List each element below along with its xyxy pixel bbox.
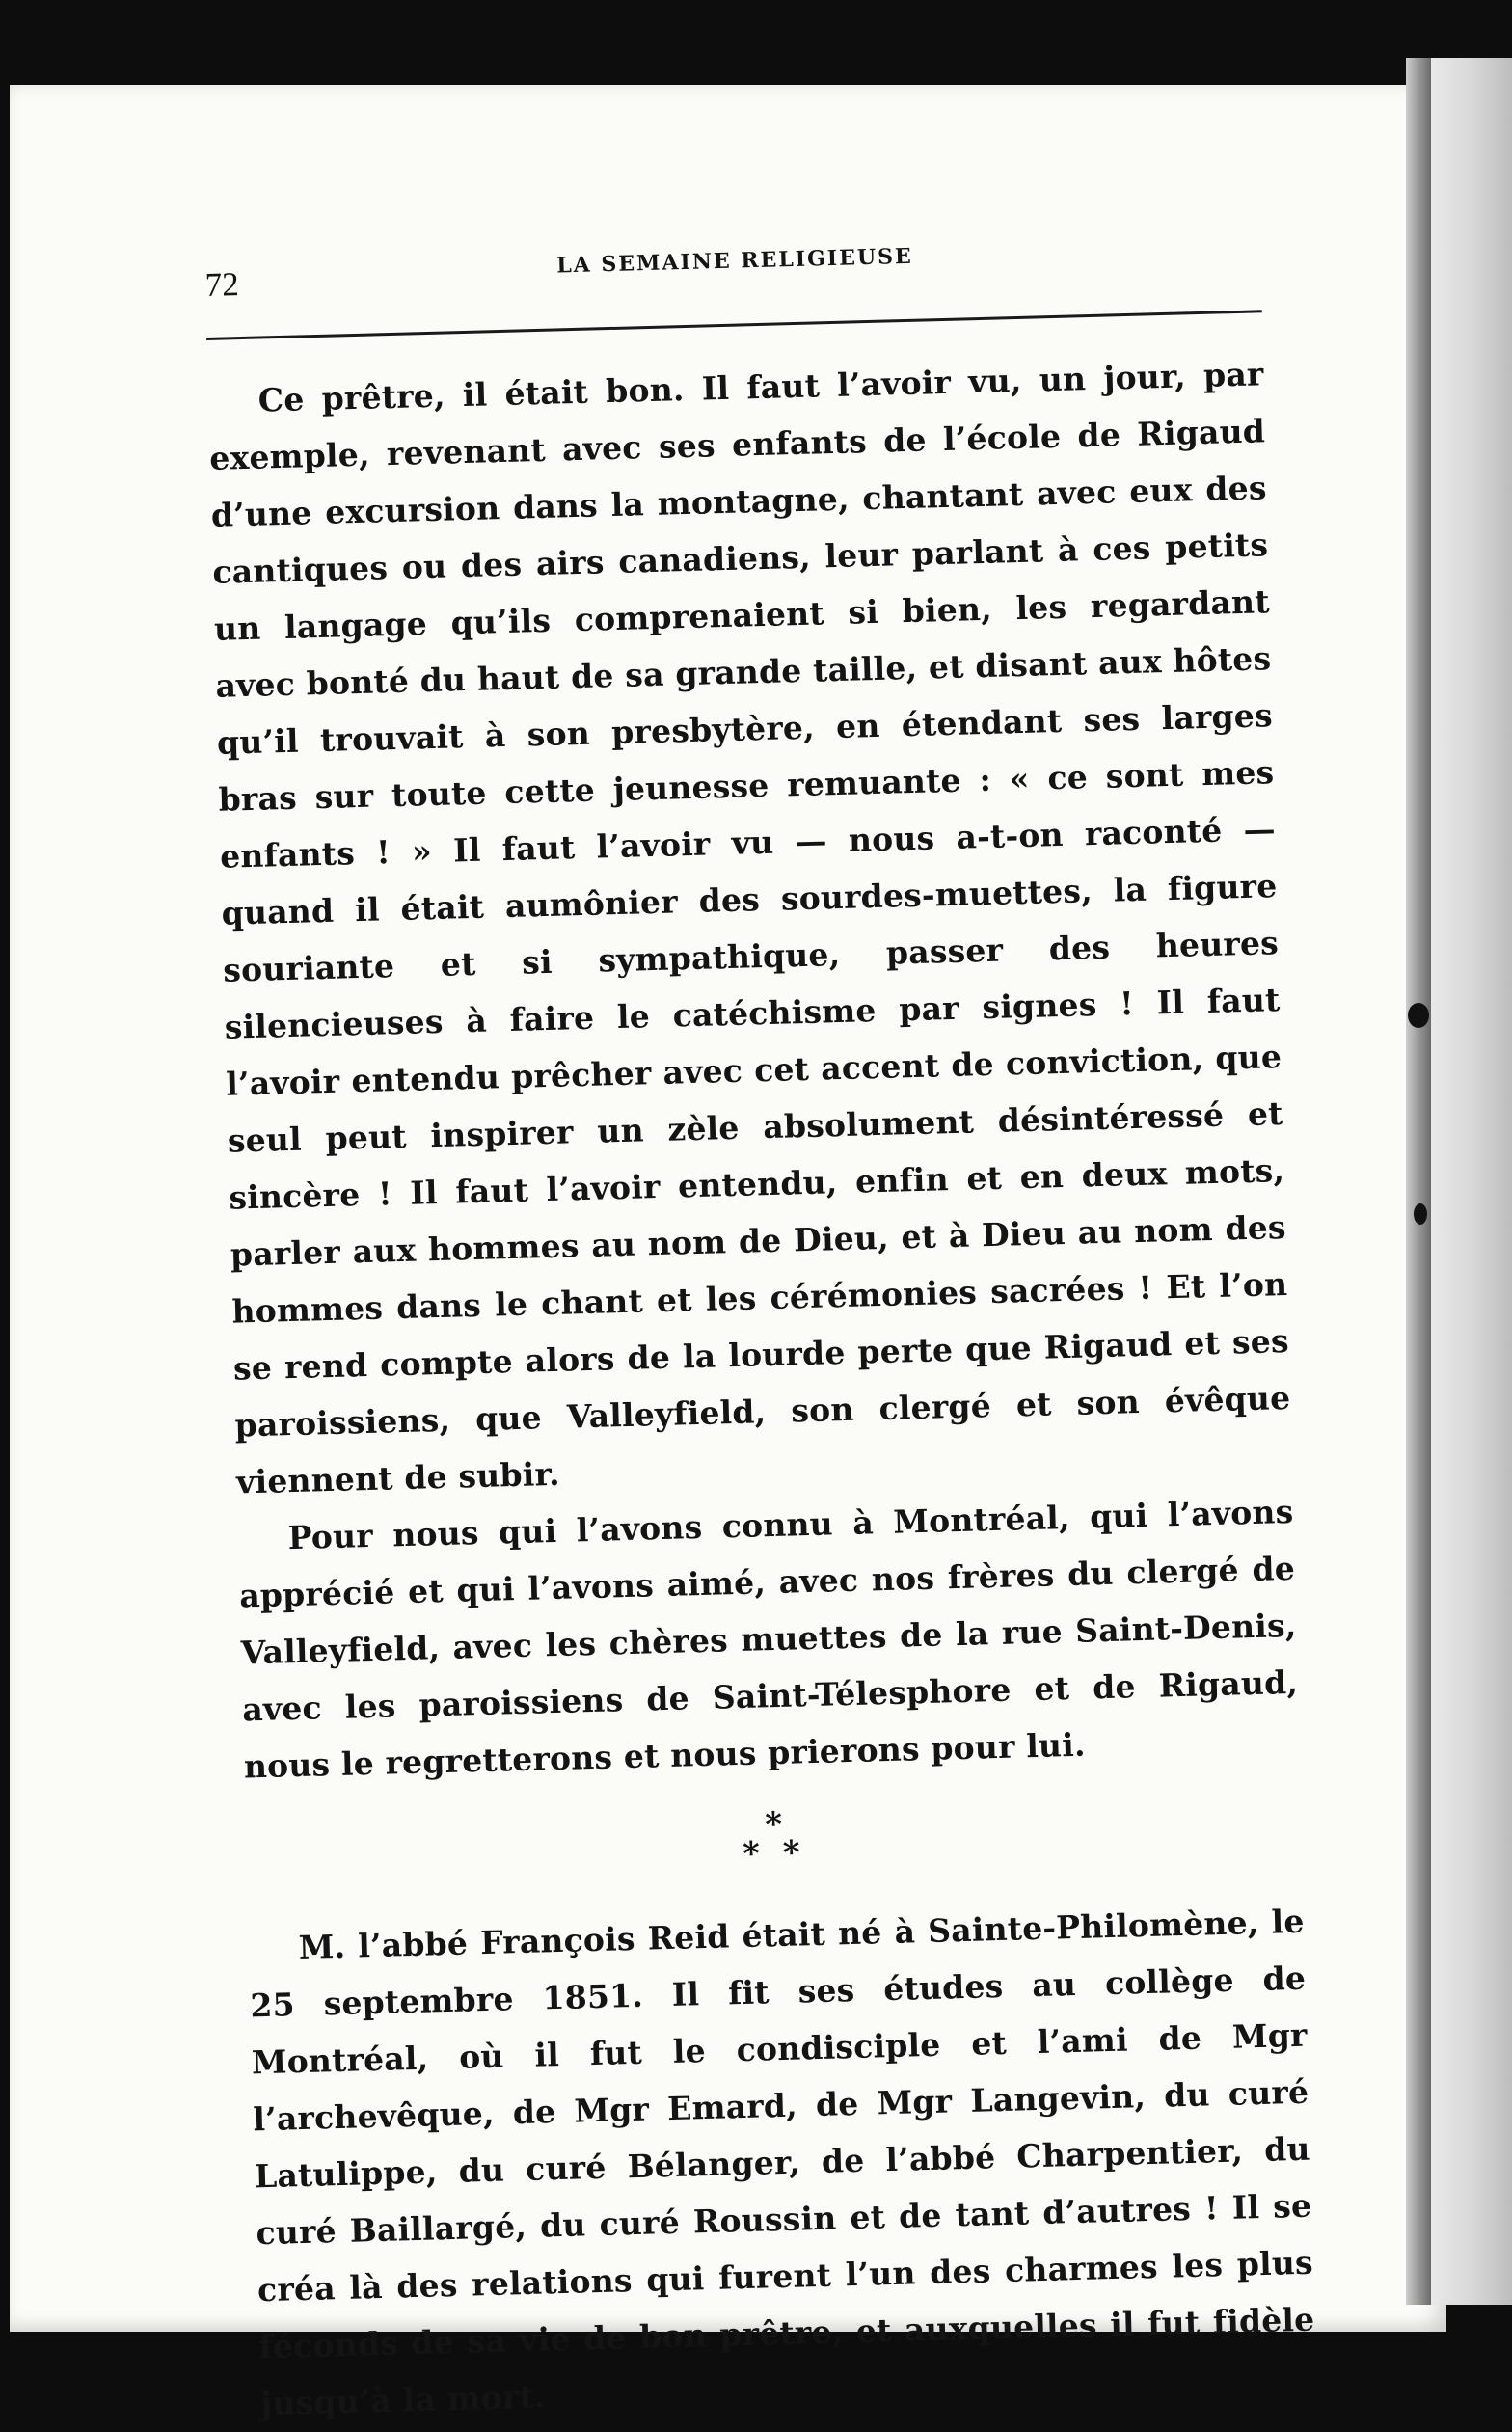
asterism-top: * (764, 1804, 783, 1845)
asterism-separator (245, 1797, 1302, 1882)
page-content (204, 230, 1409, 2432)
page-binding-edge (1406, 58, 1431, 2305)
running-title: LA SEMAINE RELIGIEUSE (555, 243, 914, 279)
paragraph: M. l’abbé François Reid était né à Sainte-Philomène, le 25 septembre 1851. Il fit ses études au collège de Montréal, où il fut le condisciple et l’ami de Mgr l’archevêque, de Mgr Emard, de Mgr Langevin, du curé Latulippe, du curé Bélanger, de l’abbé Charpentier, du curé Baillargé, du curé Roussin et de tant d’autres ! Il se créa là des relations qui furent l’un des charmes les plus féconds de sa vie de bon prêtre, et auxquelles il fut fidèle jusqu’à la mort. (249, 1902, 1315, 2423)
page-number: 72 (204, 265, 240, 304)
paragraph: Pour nous qui l’avons connu à Montréal, qui l’avons apprécié et qui l’avons aimé, avec nos frères du clergé de Valleyfield, avec les chères muettes de la rue Saint-Denis, avec les paroissiens de Saint-Télesphore et de Rigaud, nous le regretterons et nous prierons pour lui. (238, 1492, 1299, 1786)
paragraph: Ce prêtre, il était bon. Il faut l’avoir vu, un jour, par exemple, revenant avec ses enfants de l’école de Rigaud d’une excursion dans la montagne, chantant avec eux des cantiques ou des airs canadiens, leur parlant à ces petits un langage qu’ils comprenaient si bien, les regardant avec bonté du haut de sa grande taille, et disant aux hôtes qu’il trouvait à son presbytère, en étendant ses larges bras sur toute cette jeunesse remuante : « ce sont mes enfants ! » Il faut l’avoir vu — nous a-t-on raconté — quand il était aumônier des sourdes-muettes, la figure souriante et si sympathique, passer des heures silencieuses à faire le catéchisme par signes ! Il faut l’avoir entendu prêcher avec cet accent de conviction, que seul peut inspirer un zèle absolument désintéressé et sincère ! Il faut l’avoir entendu, enfin et en deux mots, parler aux hommes au nom de Dieu, et à Dieu au nom des hommes dans le chant et les cérémonies sacrées ! Et l’on se rend compte alors de la lourde perte que Rigaud et ses paroissiens, que Valleyfield, son clergé et son évêque viennent de subir. (208, 355, 1291, 1501)
header-rule (206, 310, 1262, 340)
asterism-bottom: * * (742, 1833, 807, 1874)
binding-thread-knot (1408, 1003, 1429, 1028)
next-page-edge (1431, 58, 1512, 2305)
binding-thread-knot (1414, 1203, 1427, 1225)
article-body (207, 345, 1317, 2432)
